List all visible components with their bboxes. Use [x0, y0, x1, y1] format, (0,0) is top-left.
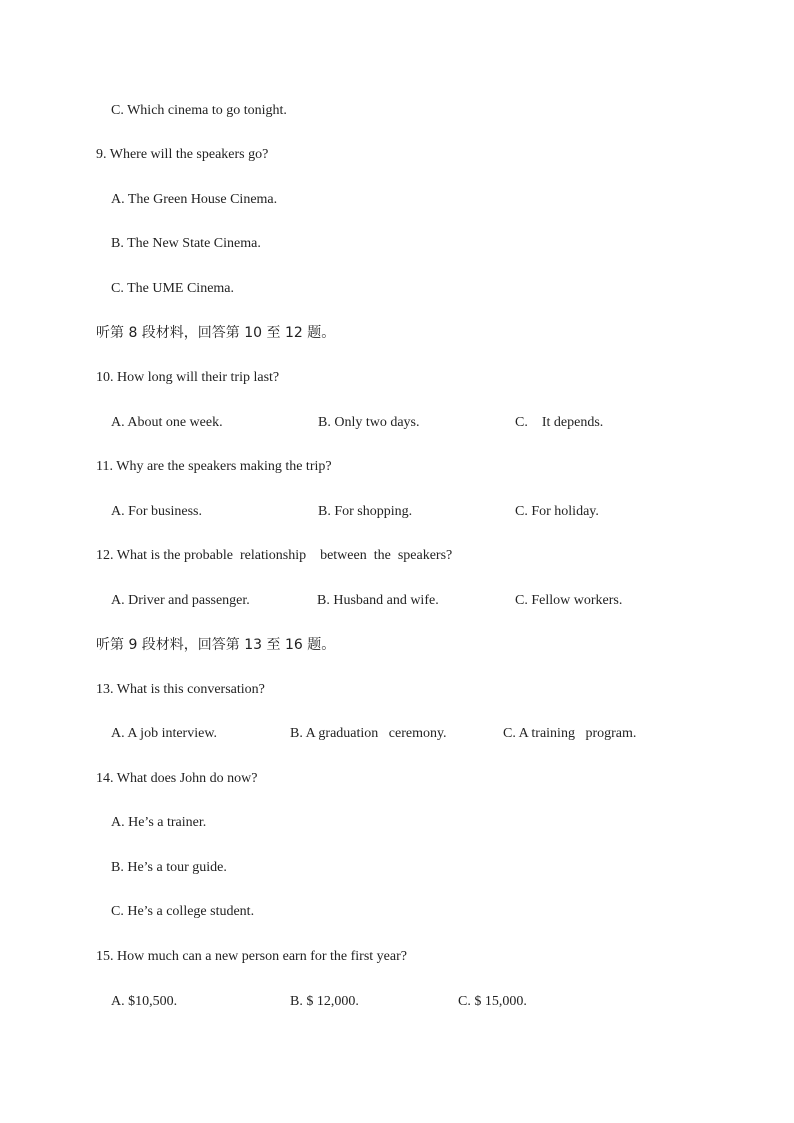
q11-option-b: B. For shopping. — [318, 504, 413, 519]
q12-option-b: B. Husband and wife. — [317, 593, 439, 608]
question-12: 12. What is the probable relationship between the speakers? — [96, 548, 453, 563]
question-10: 10. How long will their trip last? — [96, 370, 280, 385]
q13-option-b: B. A graduation ceremony. — [290, 726, 447, 741]
q15-options — [0, 993, 794, 1011]
q9-option-b: B. The New State Cinema. — [111, 236, 261, 251]
question-15: 15. How much can a new person earn for the first year? — [96, 949, 407, 964]
q15-option-c: C. $ 15,000. — [458, 994, 527, 1009]
q13-option-a: A. A job interview. — [111, 726, 218, 741]
question-9: 9. Where will the speakers go? — [96, 147, 269, 162]
q13-option-c: C. A training program. — [503, 726, 637, 741]
q11-options — [0, 503, 794, 521]
question-14: 14. What does John do now? — [96, 771, 258, 786]
q10-option-b: B. Only two days. — [318, 415, 420, 430]
q13-options — [0, 725, 794, 743]
q11-option-c: C. For holiday. — [515, 504, 599, 519]
q14-option-a: A. He’s a trainer. — [111, 815, 207, 830]
q14-option-c: C. He’s a college student. — [111, 904, 255, 919]
section-9-instruction: 听第 9 段材料，回答第 13 至 16 题。 — [96, 637, 336, 653]
q12-option-c: C. Fellow workers. — [515, 593, 623, 608]
question-11: 11. Why are the speakers making the trip? — [96, 459, 332, 474]
q15-option-b: B. $ 12,000. — [290, 994, 359, 1009]
q11-option-a: A. For business. — [111, 504, 203, 519]
q15-option-a: A. $10,500. — [111, 994, 178, 1009]
q8-option-c: C. Which cinema to go tonight. — [111, 103, 287, 118]
q10-option-c: C. It depends. — [515, 415, 604, 430]
q12-option-a: A. Driver and passenger. — [111, 593, 250, 608]
q9-option-c: C. The UME Cinema. — [111, 281, 235, 296]
q9-option-a: A. The Green House Cinema. — [111, 192, 278, 207]
q10-options — [0, 414, 794, 432]
q10-option-a: A. About one week. — [111, 415, 223, 430]
question-13: 13. What is this conversation? — [96, 682, 265, 697]
q14-option-b: B. He’s a tour guide. — [111, 860, 227, 875]
section-8-instruction: 听第 8 段材料，回答第 10 至 12 题。 — [96, 325, 336, 341]
q12-options — [0, 592, 794, 610]
